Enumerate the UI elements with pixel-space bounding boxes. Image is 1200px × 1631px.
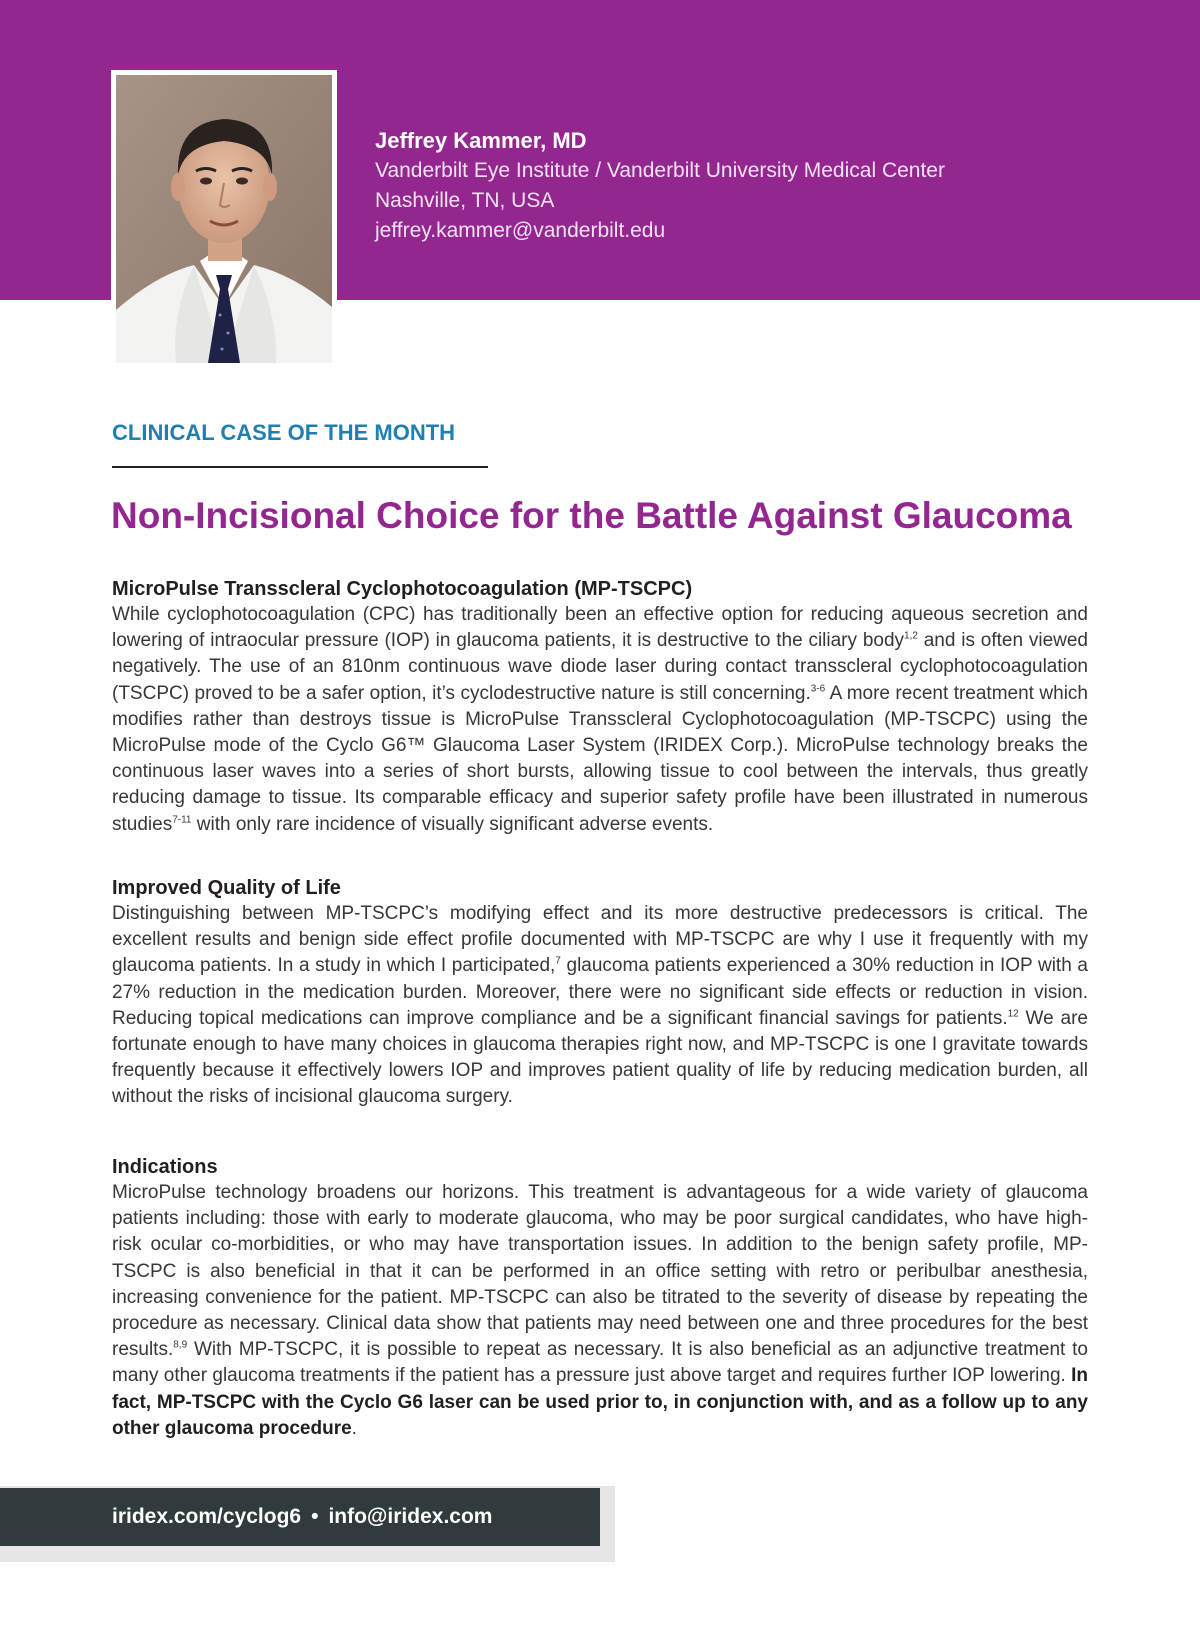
section-quality-of-life bbox=[112, 875, 1088, 1111]
page-title: Non-Incisional Choice for the Battle Against Glaucoma bbox=[111, 495, 1072, 536]
citation: 7-11 bbox=[172, 814, 192, 826]
section-mp-tscpc bbox=[112, 576, 1088, 838]
section-body bbox=[112, 602, 1088, 838]
kicker-divider bbox=[112, 466, 488, 468]
body-text: and is often viewed negatively. The use of an 810nm continuous wave diode laser during contact transscleral cyclophotocoagulation (TSCPC) proved to be a safer option, it’s cyclodestructive nature is still concerning. bbox=[112, 630, 1088, 704]
body-text: . bbox=[351, 1417, 357, 1439]
body-text: with only rare incidence of visually significant adverse events. bbox=[191, 813, 714, 835]
section-heading: MicroPulse Transscleral Cyclophotocoagulation (MP-TSCPC) bbox=[112, 578, 693, 600]
author-email[interactable]: jeffrey.kammer@vanderbilt.edu bbox=[375, 219, 666, 242]
citation: 7 bbox=[555, 956, 561, 968]
citation: 3-6 bbox=[810, 683, 826, 695]
citation: 1,2 bbox=[904, 630, 918, 642]
body-text-bold: In fact, MP-TSCPC with the Cyclo G6 laser can be used prior to, in conjunction with, and as a follow up to any other glaucoma procedure bbox=[112, 1365, 1088, 1439]
author-institution: Vanderbilt Eye Institute / Vanderbilt University Medical Center bbox=[375, 159, 945, 182]
section-body bbox=[112, 1180, 1088, 1442]
body-text: Distinguishing between MP-TSCPC’s modifying effect and its more destructive predecessors is critical. The excellent results and benign side effect profile documented with MP-TSCPC are why I use it frequently with my glaucoma patients. In a study in which I participated, bbox=[112, 903, 1088, 977]
footer-email-link[interactable]: info@iridex.com bbox=[328, 1505, 493, 1528]
section-heading: Indications bbox=[112, 1156, 218, 1178]
body-text: glaucoma patients experienced a 30% reduction in IOP with a 27% reduction in the medication burden. Moreover, there were no significant side effects or reduction in vision. Reducing topical medications can improve compliance and be a significant financial savings for patients. bbox=[112, 955, 1088, 1029]
body-text: With MP-TSCPC, it is possible to repeat as necessary. It is also beneficial as an adjunctive treatment to many other glaucoma treatments if the patient has a pressure just above target and requires further IOP lowering. bbox=[112, 1339, 1088, 1387]
section-kicker: CLINICAL CASE OF THE MONTH bbox=[112, 420, 456, 445]
author-name: Jeffrey Kammer, MD bbox=[375, 128, 587, 153]
footer-bar bbox=[0, 1488, 600, 1546]
body-text: While cyclophotocoagulation (CPC) has traditionally been an effective option for reducing aqueous secretion and lowering of intraocular pressure (IOP) in glaucoma patients, it is destructive to the ciliary body bbox=[112, 604, 1088, 652]
section-heading: Improved Quality of Life bbox=[112, 877, 341, 899]
author-photo-frame bbox=[111, 70, 337, 368]
footer-website-link[interactable]: iridex.com/cyclog6 bbox=[112, 1505, 302, 1528]
author-block bbox=[375, 126, 945, 246]
section-body bbox=[112, 901, 1088, 1111]
author-location: Nashville, TN, USA bbox=[375, 189, 555, 212]
body-text: A more recent treatment which modifies rather than destroys tissue is MicroPulse Transscleral Cyclophotocoagulation (MP-TSCPC) using the MicroPulse mode of the Cyclo G6™ Glaucoma Laser System (IRIDEX Corp.). MicroPulse technology breaks the continuous laser waves into a series of short bursts, allowing tissue to cool between the intervals, thus greatly reducing damage to tissue. Its comparable efficacy and superior safety profile have been illustrated in numerous studies bbox=[112, 682, 1088, 835]
author-photo bbox=[116, 75, 332, 363]
body-text: MicroPulse technology broadens our horizons. This treatment is advantageous for a wide variety of glaucoma patients including: those with early to moderate glaucoma, who may be poor surgical candidates, who have high-risk ocular co-morbidities, or who may have transportation issues. In addition to the benign safety profile, MP-TSCPC is also beneficial in that it can be performed in an office setting with retro or peribulbar anesthesia, increasing convenience for the patient. MP-TSCPC can also be titrated to the severity of disease by repeating the procedure as necessary. Clinical data show that patients may need between one and three procedures for the best results. bbox=[112, 1182, 1088, 1361]
body-text: We are fortunate enough to have many choices in glaucoma therapies right now, and MP-TSCPC is one I gravitate towards frequently because it effectively lowers IOP and improves patient quality of life by reducing medication burden, all without the risks of incisional glaucoma surgery. bbox=[112, 1007, 1088, 1108]
citation: 8,9 bbox=[173, 1339, 188, 1351]
citation: 12 bbox=[1007, 1008, 1019, 1020]
section-indications bbox=[112, 1154, 1088, 1442]
footer-separator: • bbox=[311, 1505, 319, 1528]
